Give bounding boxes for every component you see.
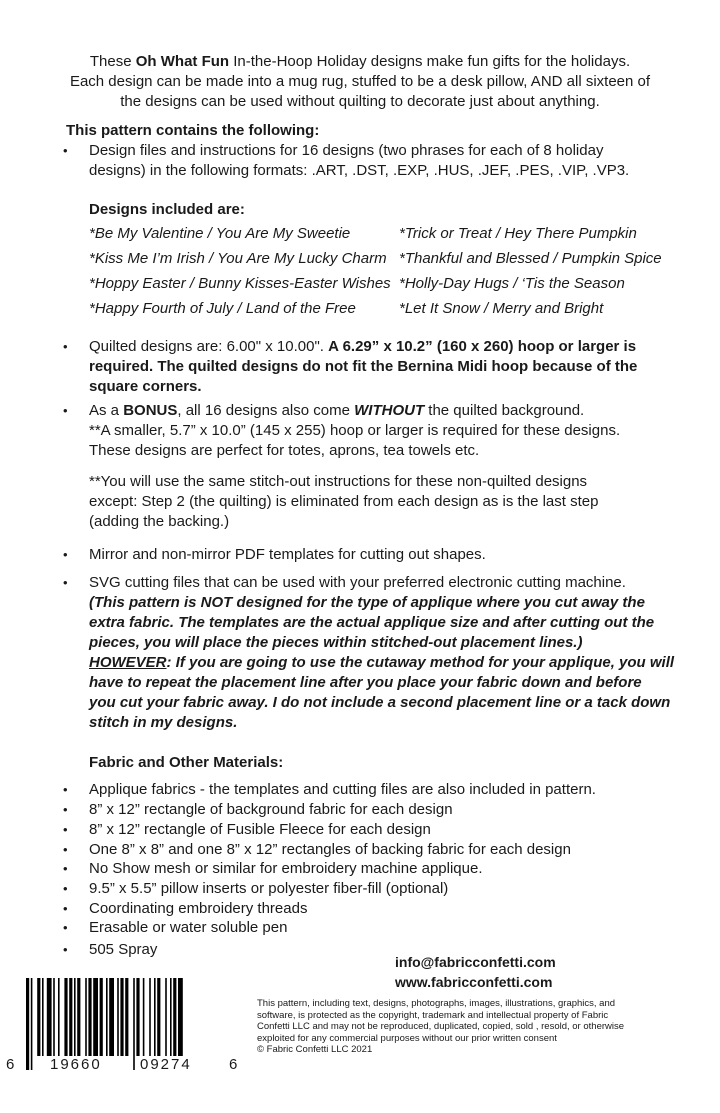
- bullet-marker: •: [63, 339, 68, 354]
- bullet-marker: •: [63, 403, 68, 418]
- barcode-digits: 09274: [140, 1056, 192, 1073]
- materials-item: One 8” x 8” and one 8” x 12” rectangles of backing fabric for each design: [89, 841, 571, 858]
- contents-heading: This pattern contains the following:: [66, 122, 320, 139]
- copyright-notice: This pattern, including text, designs, photographs, images, illustrations, graphics, and software, is protected as the copyright, trademark and intellectual property of Fabric Confetti LLC and may not be reproduced, duplicated, copied, sold , resold, or otherwise exploited for any commercial purposes without our prior written consent © Fabric Confetti LLC 2021: [257, 998, 625, 1055]
- barcode-icon: [12, 978, 248, 1078]
- intro-line-2: Each design can be made into a mug rug, stuffed to be a desk pillow, AND all sixteen of: [69, 73, 651, 90]
- quilted-item: Quilted designs are: 6.00" x 10.00". A 6.29” x 10.2” (160 x 260) hoop or larger is required. The quilted designs do not fit the Bernina Midi hoop because of the square corners.: [89, 338, 638, 395]
- design-item: *Kiss Me I’m Irish / You Are My Lucky Charm: [89, 250, 387, 267]
- designs-heading: Designs included are:: [89, 201, 245, 218]
- product-name: Oh What Fun: [135, 53, 230, 70]
- svg-item: SVG cutting files that can be used with your preferred electronic cutting machine. (This pattern is NOT designed for the type of applique where you cut away the extra fabric. The templates are the actual applique size and after cutting out the pieces, you will place the pieces within stitched-out placement lines.) HOWEVER: If you are going to use the cutaway method for your applique, you will have to repeat the placement line after you place your fabric down and before you cut your fabric away. I do not include a second placement line or a tack down stitch in my designs.: [89, 574, 675, 731]
- designs-list: [89, 224, 689, 319]
- design-item: *Holly-Day Hugs / ‘Tis the Season: [399, 275, 625, 292]
- barcode-digit: 6: [6, 1056, 17, 1073]
- materials-heading: Fabric and Other Materials:: [89, 754, 284, 771]
- intro-line-3: the designs can be used without quilting to decorate just about anything.: [120, 93, 600, 110]
- design-item: *Thankful and Blessed / Pumpkin Spice: [399, 250, 662, 267]
- barcode-digits: 19660: [50, 1056, 102, 1073]
- design-item: *Happy Fourth of July / Land of the Free: [89, 300, 356, 317]
- materials-item: 8” x 12” rectangle of background fabric for each design: [89, 801, 453, 818]
- bullet-marker: •: [63, 547, 68, 562]
- mirror-item: Mirror and non-mirror PDF templates for cutting out shapes.: [89, 546, 486, 563]
- design-item: *Hoppy Easter / Bunny Kisses-Easter Wishes: [89, 275, 391, 292]
- materials-item: Erasable or water soluble pen: [89, 919, 288, 936]
- bullet-marker: •: [63, 143, 68, 158]
- design-item: *Let It Snow / Merry and Bright: [399, 300, 604, 317]
- formats-item: Design files and instructions for 16 designs (two phrases for each of 8 holiday designs) in the following formats: .ART, .DST, .EXP, .HUS, .JEF, .PES, .VIP, .VP3.: [89, 142, 630, 179]
- bonus-item: As a BONUS, all 16 designs also come WITHOUT the quilted background. **A smaller, 5.7” x 10.0” (145 x 255) hoop or larger is required for these designs. These designs are perfect for totes, aprons, tea towels etc. **You will use the same stitch-out instructions for these non-quilted designs except: Step 2 (the quilting) is eliminated from each design as is the last step (adding the backing.): [89, 402, 621, 530]
- materials-item: 9.5” x 5.5” pillow inserts or polyester fiber-fill (optional): [89, 880, 449, 897]
- materials-item: Applique fabrics - the templates and cutting files are also included in pattern.: [89, 781, 596, 798]
- intro-paragraph: [50, 52, 670, 112]
- materials-item: 8” x 12” rectangle of Fusible Fleece for each design: [89, 821, 431, 838]
- materials-item: 505 Spray: [89, 941, 158, 958]
- bullet-marker: •: [63, 575, 68, 590]
- website-link[interactable]: www.fabricconfetti.com: [395, 974, 553, 990]
- intro-line-1: These Oh What Fun In-the-Hoop Holiday designs make fun gifts for the holidays.: [89, 53, 631, 70]
- design-item: *Trick or Treat / Hey There Pumpkin: [399, 225, 637, 242]
- materials-item: No Show mesh or similar for embroidery machine applique.: [89, 860, 483, 877]
- materials-item: Coordinating embroidery threads: [89, 900, 308, 917]
- email-link[interactable]: info@fabricconfetti.com: [395, 954, 556, 970]
- barcode-digit: 6: [229, 1056, 240, 1073]
- design-item: *Be My Valentine / You Are My Sweetie: [89, 225, 351, 242]
- contact-block: [395, 952, 556, 992]
